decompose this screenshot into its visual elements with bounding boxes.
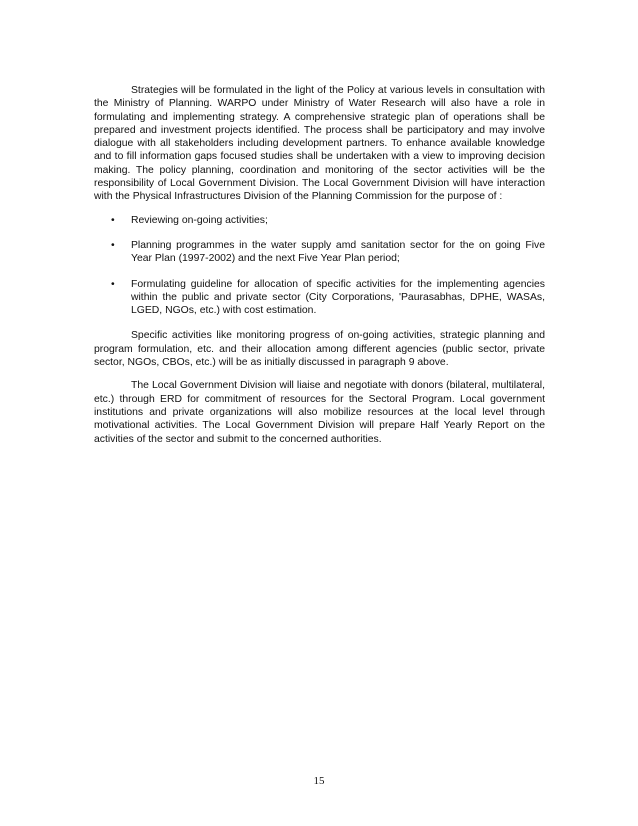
list-item — [94, 239, 545, 266]
list-item — [94, 214, 545, 227]
bullet-list — [94, 214, 545, 318]
list-item-text: Reviewing on-going activities; — [131, 214, 268, 226]
page-body — [94, 84, 545, 456]
list-item — [94, 278, 545, 318]
paragraph-local-government: The Local Government Division will liaise and negotiate with donors (bilateral, multilateral, etc.) through ERD for commitment of resources for the Sectoral Program. Local government institutions and private organizations will also mobilize resources at the local level through motivational activities. The Local Government Division will prepare Half Yearly Report on the activities of the sector and submit to the concerned authorities. — [94, 380, 545, 445]
list-item-text: Formulating guideline for allocation of specific activities for the implementing agencies within the public and private sector (City Corporations, 'Paurasabhas, DPHE, WASAs, LGED, NGOs, etc.) with cost estimation. — [131, 278, 545, 317]
paragraph-strategies: Strategies will be formulated in the light of the Policy at various levels in consultation with the Ministry of Planning. WARPO under Ministry of Water Research will also have a role in formulating and implementing strategy. A comprehensive strategic plan of operations shall be prepared and investment projects identified. The process shall be participatory and may involve dialogue with all stakeholders including development partners. To enhance available knowledge and to fill information gaps focused studies shall be undertaken with a view to improving decision making. The policy planning, coordination and monitoring of the sector activities will be the responsibility of Local Government Division. The Local Government Division will have interaction with the Physical Infrastructures Division of the Planning Commission for the purpose of : — [94, 85, 545, 203]
list-item-text: Planning programmes in the water supply amd sanitation sector for the on going Five Year Plan (1997-2002) and the next Five Year Plan period; — [131, 239, 545, 265]
paragraph-specific-activities: Specific activities like monitoring progress of on-going activities, strategic planning and program formulation, etc. and their allocation among different agencies (public sector, private sector, NGOs, CBOs, etc.) will be as initially discussed in paragraph 9 above. — [94, 330, 545, 369]
bullet-icon: • — [111, 239, 115, 251]
page-number: 15 — [313, 775, 325, 787]
bullet-icon: • — [111, 214, 115, 226]
bullet-icon: • — [111, 278, 115, 290]
